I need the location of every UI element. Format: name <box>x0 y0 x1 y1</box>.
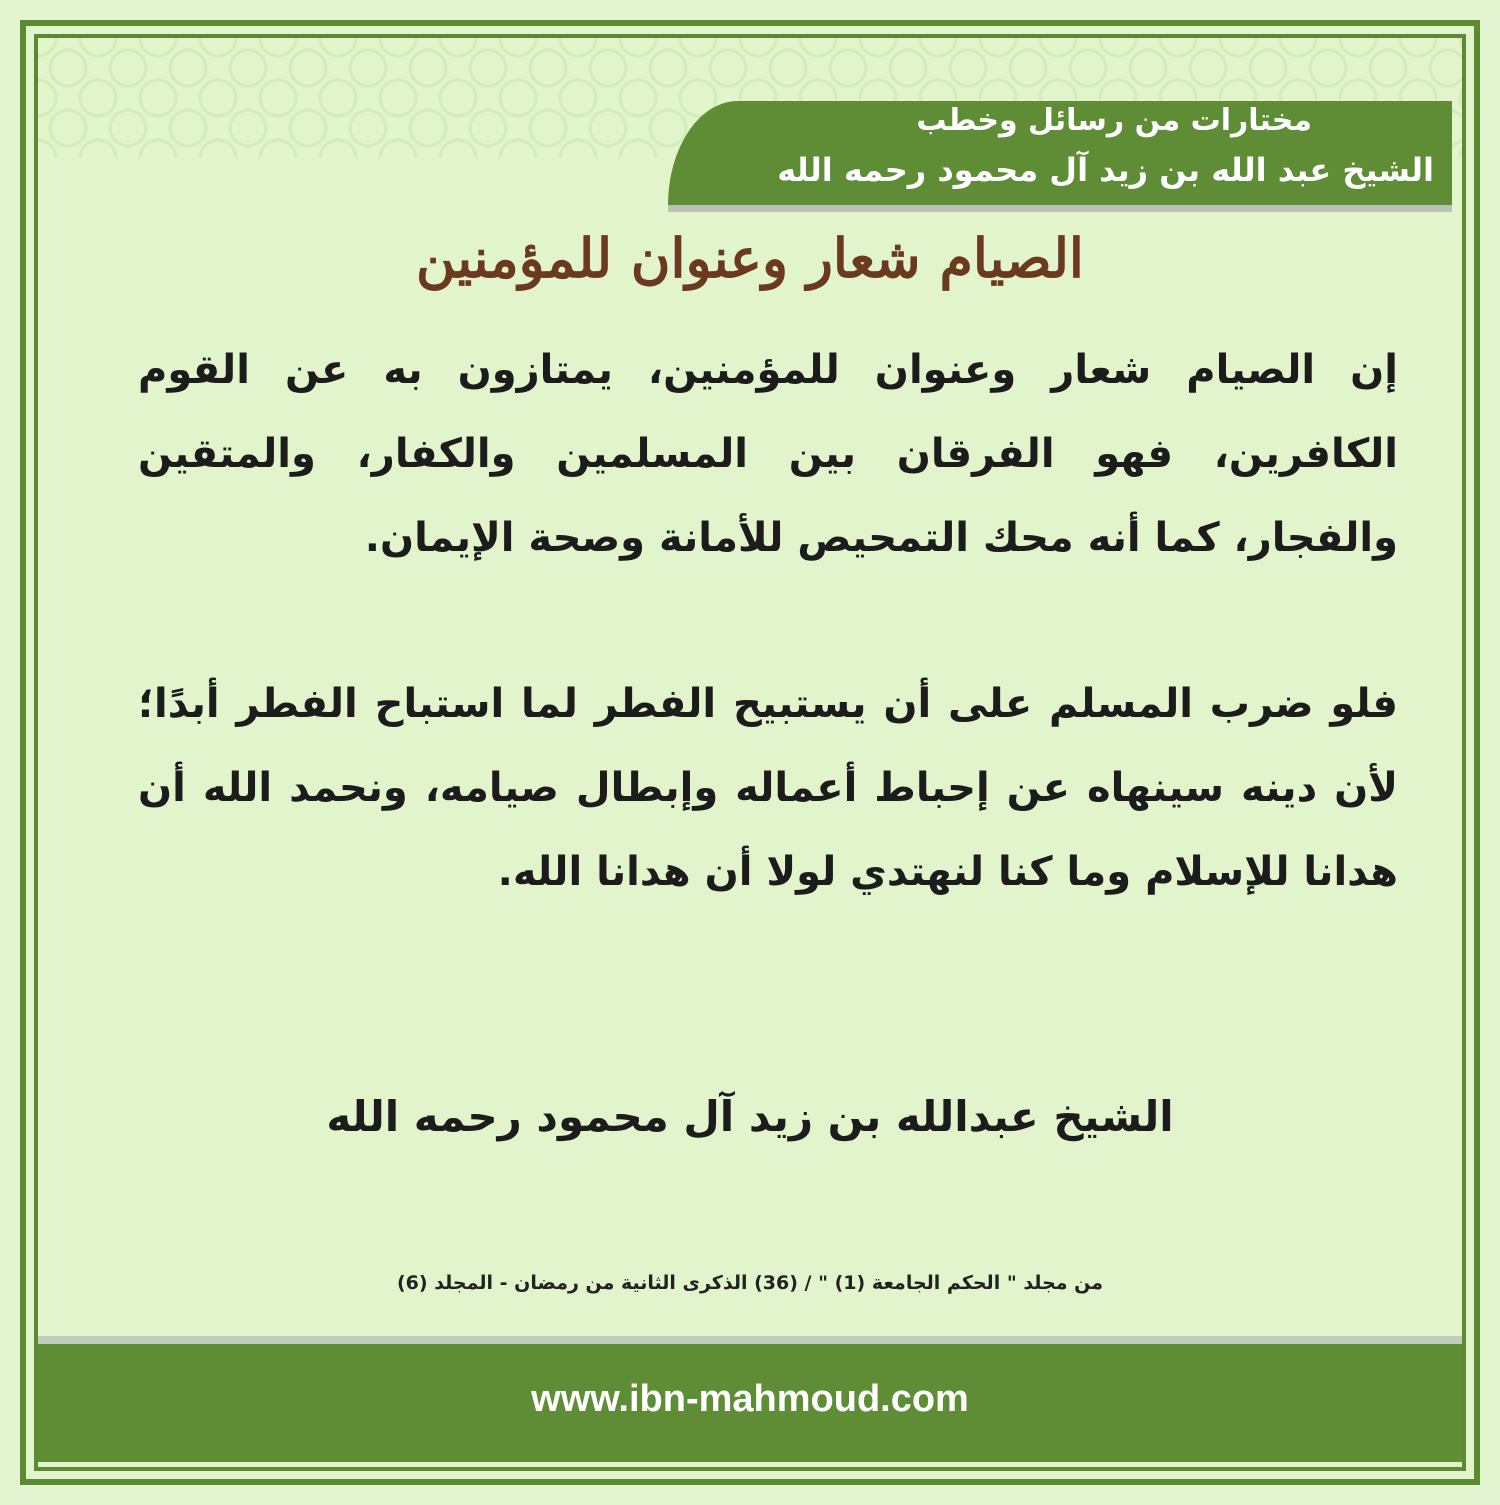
footer-bar <box>38 1344 1462 1462</box>
header-subtitle: مختارات من رسائل وخطب <box>916 103 1312 138</box>
header-banner <box>668 101 1452 205</box>
author-signature: الشيخ عبدالله بن زيد آل محمود رحمه الله <box>326 1092 1174 1141</box>
body-paragraph-1: إن الصيام شعار وعنوان للمؤمنين، يمتازون به عن القوم الكافرين، فهو الفرقان بين المسلمين والكفار، والمتقين والفجار، كما أنه محك التمحيص للأمانة وصحة الإيمان. <box>138 347 1398 561</box>
website-link[interactable]: www.ibn-mahmoud.com <box>531 1378 969 1420</box>
body-paragraph-2: فلو ضرب المسلم على أن يستبيح الفطر لما استباح الفطر أبدًا؛ لأن دينه سينهاه عن إحباط أعماله وإبطال صيامه، ونحمد الله أن هدانا للإسلام وما كنا لنهتدي لولا أن هدانا الله. <box>138 681 1398 895</box>
source-citation: من مجلد " الحكم الجامعة (1) " / (36) الذكرى الثانية من رمضان - المجلد (6) <box>396 1272 1103 1294</box>
page-title: الصيام شعار وعنوان للمؤمنين <box>416 226 1084 290</box>
header-author: الشيخ عبد الله بن زيد آل محمود رحمه الله <box>777 151 1434 189</box>
footer-shadow <box>38 1336 1462 1344</box>
